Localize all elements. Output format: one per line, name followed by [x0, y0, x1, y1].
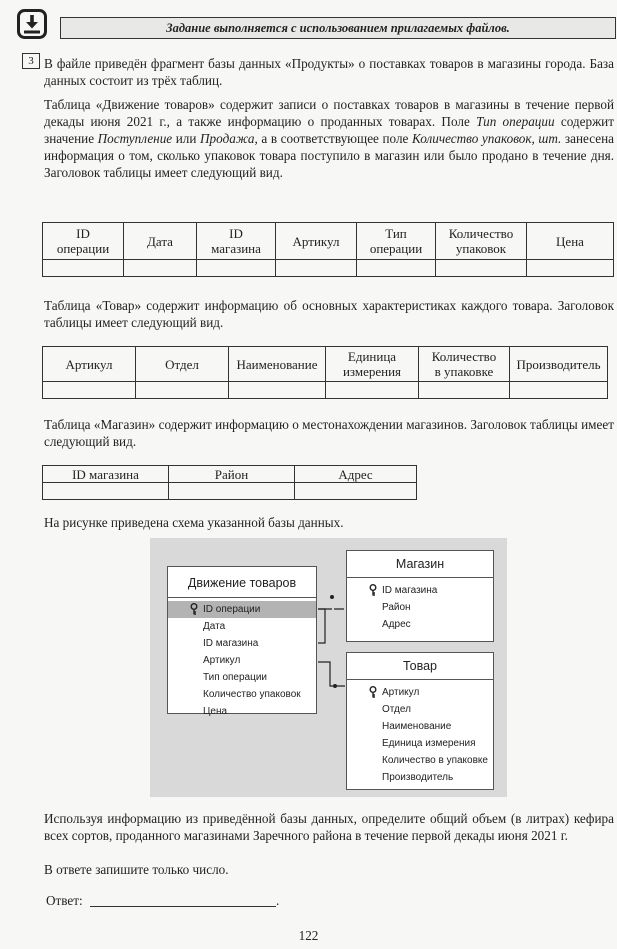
product-header-cell: Отдел: [136, 347, 229, 382]
page-number: [0, 927, 617, 944]
movement-table: [42, 222, 614, 277]
schema-product-table: [346, 652, 494, 790]
empty-cell: [197, 260, 276, 277]
movement-header-cell: Тип операции: [357, 223, 436, 260]
question-paragraph: [44, 810, 614, 844]
page-number-text: 122: [298, 928, 319, 943]
schema-movement-title: Движение товаров: [168, 567, 316, 598]
schema-field: Производитель: [382, 772, 454, 783]
empty-cell: [527, 260, 614, 277]
movement-text-2: содержит значение: [44, 114, 615, 146]
empty-cell: [124, 260, 197, 277]
product-paragraph: [44, 297, 614, 331]
movement-text-1: Таблица «Движение товаров» содержит записи о поставках товаров в магазины в течение первой декады июня 2021 г., а также информацию о проданных товарах. Поле: [44, 97, 614, 129]
store-paragraph: [44, 416, 614, 450]
empty-cell: [169, 483, 295, 500]
schema-field: Дата: [203, 621, 226, 632]
schema-field: Артикул: [203, 655, 241, 666]
schema-caption-text: На рисунке приведена схема указанной базы данных.: [44, 515, 344, 530]
schema-field-key: ID операции: [168, 601, 316, 618]
empty-cell: [43, 483, 169, 500]
schema-field: Количество в упаковке: [382, 755, 488, 766]
movement-italic-1: Тип операции: [476, 114, 555, 129]
empty-cell: [419, 382, 510, 399]
movement-paragraph: [44, 96, 614, 181]
header-banner: [60, 17, 616, 39]
empty-cell: [43, 260, 124, 277]
instruction-text: В ответе запишите только число.: [44, 862, 229, 877]
empty-cell: [43, 382, 136, 399]
product-header-cell: Наименование: [229, 347, 326, 382]
schema-store-table: [346, 550, 494, 642]
answer-row: [46, 892, 306, 910]
schema-field-key: ID магазина: [347, 582, 493, 599]
schema-movement-table: [167, 566, 317, 717]
schema-field: Единица измерения: [382, 738, 476, 749]
answer-end: .: [276, 893, 280, 908]
empty-cell: [326, 382, 419, 399]
empty-cell: [510, 382, 608, 399]
store-header-cell: Адрес: [295, 466, 417, 483]
question-text: Используя информацию из приведённой базы данных, определите общий объем (в литрах) кефира всех сортов, проданного магазинами Заречного района в течение первой декады июня 2021 г.: [44, 811, 614, 843]
schema-field: Количество упаковок: [203, 689, 301, 700]
intro-text: В файле приведён фрагмент базы данных «Продукты» о поставках товаров в магазины города. База данных состоит из трёх таблиц.: [44, 56, 614, 88]
movement-italic-2: Поступление: [97, 131, 173, 146]
empty-cell: [436, 260, 527, 277]
schema-diagram: [150, 538, 507, 797]
empty-cell: [295, 483, 417, 500]
product-header-cell: Единица измерения: [326, 347, 419, 382]
schema-field: Отдел: [382, 704, 411, 715]
answer-input[interactable]: [90, 892, 276, 907]
movement-italic-3: Продажа: [200, 131, 255, 146]
schema-field: Район: [382, 602, 411, 613]
schema-product-title: Товар: [347, 653, 493, 680]
product-header-cell: Количество в упаковке: [419, 347, 510, 382]
product-text: Таблица «Товар» содержит информацию об основных характеристиках каждого товара. Заголовок таблицы имеет следующий вид.: [44, 298, 614, 330]
movement-text-3: или: [172, 131, 201, 146]
empty-cell: [136, 382, 229, 399]
movement-text-5: занесена информация о том, сколько упаковок товара поступило в магазин или было продано в течение дня. Заголовок таблицы имеет следующий вид.: [44, 131, 614, 180]
movement-header-cell: Количество упаковок: [436, 223, 527, 260]
product-header-cell: Артикул: [43, 347, 136, 382]
store-table: [42, 465, 417, 500]
empty-cell: [276, 260, 357, 277]
product-header-cell: Производитель: [510, 347, 608, 382]
empty-cell: [229, 382, 326, 399]
download-icon: [17, 9, 47, 39]
movement-header-cell: Цена: [527, 223, 614, 260]
connector-store-branch: [318, 609, 325, 643]
empty-cell: [357, 260, 436, 277]
product-table: [42, 346, 608, 399]
header-banner-text: Задание выполняется с использованием прилагаемых файлов.: [166, 21, 510, 35]
store-header-cell: ID магазина: [43, 466, 169, 483]
task-number: [22, 53, 40, 69]
movement-text-4: , а в соответствующее поле: [254, 131, 412, 146]
movement-italic-4: Количество упаковок, шт.: [411, 131, 562, 146]
answer-label: Ответ:: [46, 893, 83, 908]
intro-paragraph: [44, 55, 614, 89]
task-number-text: 3: [28, 55, 34, 67]
schema-field: ID магазина: [203, 638, 259, 649]
store-header-cell: Район: [169, 466, 295, 483]
schema-field-key: Артикул: [347, 684, 493, 701]
movement-header-cell: ID магазина: [197, 223, 276, 260]
instruction: [44, 861, 614, 878]
movement-header-cell: Артикул: [276, 223, 357, 260]
schema-caption: [44, 514, 614, 531]
movement-header-cell: Дата: [124, 223, 197, 260]
schema-field: Тип операции: [203, 672, 268, 683]
schema-field: Адрес: [382, 619, 411, 630]
schema-store-title: Магазин: [347, 551, 493, 578]
schema-field: Цена: [203, 706, 228, 717]
schema-field: Наименование: [382, 721, 452, 732]
connector-movement-product: [318, 662, 345, 686]
movement-header-cell: ID операции: [43, 223, 124, 260]
store-text: Таблица «Магазин» содержит информацию о местонахождении магазинов. Заголовок таблицы имеет следующий вид.: [44, 417, 614, 449]
